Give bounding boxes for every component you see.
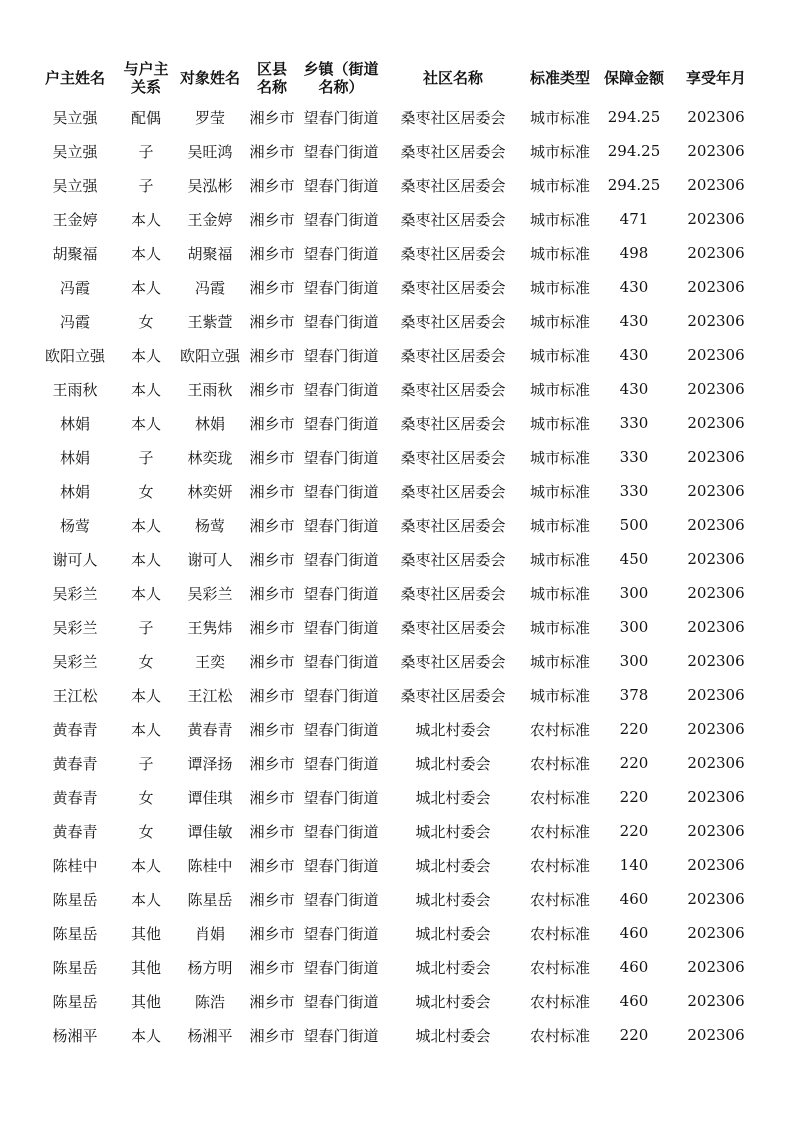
cell-relation: 本人 xyxy=(130,720,161,739)
cell-town: 望春门街道 xyxy=(303,482,379,501)
cell-period: 202306 xyxy=(687,142,745,160)
cell-community: 桑枣社区居委会 xyxy=(400,210,506,229)
cell-relation: 其他 xyxy=(130,924,161,943)
cell-county: 湘乡市 xyxy=(249,108,295,127)
cell-town: 望春门街道 xyxy=(303,1026,379,1045)
table-row xyxy=(32,134,762,168)
cell-town: 望春门街道 xyxy=(303,550,379,569)
cell-town: 望春门街道 xyxy=(303,278,379,297)
cell-relation: 本人 xyxy=(130,890,161,909)
cell-county: 湘乡市 xyxy=(249,346,295,365)
cell-community: 桑枣社区居委会 xyxy=(400,176,506,195)
table-row xyxy=(32,950,762,984)
cell-community: 桑枣社区居委会 xyxy=(400,312,506,331)
cell-county: 湘乡市 xyxy=(249,210,295,229)
cell-standard-type: 城市标准 xyxy=(529,414,590,433)
header-community: 社区名称 xyxy=(422,69,483,87)
cell-recipient-name: 杨方明 xyxy=(187,958,233,977)
cell-town: 望春门街道 xyxy=(303,652,379,671)
cell-county: 湘乡市 xyxy=(249,924,295,943)
cell-relation: 女 xyxy=(138,822,154,841)
cell-relation: 子 xyxy=(138,176,154,195)
cell-community: 城北村委会 xyxy=(415,822,491,841)
table-row xyxy=(32,100,762,134)
cell-relation: 子 xyxy=(138,142,154,161)
cell-relation: 配偶 xyxy=(130,108,161,127)
cell-period: 202306 xyxy=(687,210,745,228)
cell-town: 望春门街道 xyxy=(303,890,379,909)
cell-householder-name: 吴彩兰 xyxy=(52,584,98,603)
cell-relation: 子 xyxy=(138,448,154,467)
cell-householder-name: 林娟 xyxy=(59,448,90,467)
cell-period: 202306 xyxy=(687,1026,745,1044)
cell-town: 望春门街道 xyxy=(303,788,379,807)
cell-recipient-name: 吴彩兰 xyxy=(187,584,233,603)
cell-householder-name: 吴立强 xyxy=(52,142,98,161)
cell-relation: 本人 xyxy=(130,516,161,535)
cell-recipient-name: 肖娟 xyxy=(194,924,225,943)
cell-town: 望春门街道 xyxy=(303,720,379,739)
cell-amount: 430 xyxy=(619,278,649,296)
cell-amount: 220 xyxy=(619,1026,649,1044)
table-row xyxy=(32,576,762,610)
table-row xyxy=(32,270,762,304)
cell-town: 望春门街道 xyxy=(303,822,379,841)
cell-community: 城北村委会 xyxy=(415,890,491,909)
cell-county: 湘乡市 xyxy=(249,992,295,1011)
cell-standard-type: 城市标准 xyxy=(529,618,590,637)
cell-householder-name: 吴立强 xyxy=(52,108,98,127)
cell-period: 202306 xyxy=(687,550,745,568)
cell-householder-name: 冯霞 xyxy=(59,278,90,297)
cell-householder-name: 林娟 xyxy=(59,414,90,433)
table-row xyxy=(32,168,762,202)
table-row xyxy=(32,440,762,474)
cell-community: 桑枣社区居委会 xyxy=(400,652,506,671)
cell-town: 望春门街道 xyxy=(303,856,379,875)
cell-recipient-name: 谭佳敏 xyxy=(187,822,233,841)
table-row xyxy=(32,678,762,712)
cell-standard-type: 城市标准 xyxy=(529,380,590,399)
cell-community: 桑枣社区居委会 xyxy=(400,584,506,603)
cell-householder-name: 黄春青 xyxy=(52,754,98,773)
cell-relation: 本人 xyxy=(130,1026,161,1045)
cell-householder-name: 陈星岳 xyxy=(52,924,98,943)
cell-amount: 460 xyxy=(619,992,649,1010)
cell-county: 湘乡市 xyxy=(249,720,295,739)
cell-standard-type: 农村标准 xyxy=(529,1026,590,1045)
cell-period: 202306 xyxy=(687,584,745,602)
cell-period: 202306 xyxy=(687,856,745,874)
cell-standard-type: 城市标准 xyxy=(529,176,590,195)
cell-town: 望春门街道 xyxy=(303,686,379,705)
cell-county: 湘乡市 xyxy=(249,414,295,433)
cell-standard-type: 农村标准 xyxy=(529,890,590,909)
cell-recipient-name: 陈桂中 xyxy=(187,856,233,875)
cell-period: 202306 xyxy=(687,924,745,942)
cell-recipient-name: 陈浩 xyxy=(194,992,225,1011)
cell-amount: 330 xyxy=(619,482,649,500)
cell-relation: 本人 xyxy=(130,244,161,263)
cell-standard-type: 城市标准 xyxy=(529,482,590,501)
cell-relation: 本人 xyxy=(130,414,161,433)
cell-community: 桑枣社区居委会 xyxy=(400,278,506,297)
cell-relation: 其他 xyxy=(130,992,161,1011)
cell-householder-name: 吴立强 xyxy=(52,176,98,195)
cell-period: 202306 xyxy=(687,312,745,330)
cell-town: 望春门街道 xyxy=(303,448,379,467)
cell-standard-type: 农村标准 xyxy=(529,720,590,739)
cell-community: 桑枣社区居委会 xyxy=(400,244,506,263)
cell-community: 桑枣社区居委会 xyxy=(400,142,506,161)
cell-county: 湘乡市 xyxy=(249,516,295,535)
cell-recipient-name: 王紫萱 xyxy=(187,312,233,331)
table-row xyxy=(32,304,762,338)
cell-standard-type: 农村标准 xyxy=(529,992,590,1011)
cell-standard-type: 城市标准 xyxy=(529,686,590,705)
cell-community: 桑枣社区居委会 xyxy=(400,448,506,467)
cell-recipient-name: 杨湘平 xyxy=(187,1026,233,1045)
cell-standard-type: 农村标准 xyxy=(529,958,590,977)
cell-period: 202306 xyxy=(687,754,745,772)
cell-community: 城北村委会 xyxy=(415,992,491,1011)
cell-county: 湘乡市 xyxy=(249,448,295,467)
table-row xyxy=(32,644,762,678)
cell-standard-type: 城市标准 xyxy=(529,550,590,569)
header-relation: 与户主 关系 xyxy=(123,60,169,96)
cell-relation: 女 xyxy=(138,482,154,501)
cell-householder-name: 黄春青 xyxy=(52,822,98,841)
cell-community: 城北村委会 xyxy=(415,1026,491,1045)
cell-relation: 本人 xyxy=(130,584,161,603)
table-row xyxy=(32,610,762,644)
cell-amount: 220 xyxy=(619,754,649,772)
table-row xyxy=(32,202,762,236)
cell-community: 城北村委会 xyxy=(415,924,491,943)
header-householder-name: 户主姓名 xyxy=(44,69,105,87)
cell-relation: 本人 xyxy=(130,278,161,297)
cell-community: 城北村委会 xyxy=(415,788,491,807)
cell-town: 望春门街道 xyxy=(303,210,379,229)
cell-community: 城北村委会 xyxy=(415,856,491,875)
cell-amount: 220 xyxy=(619,720,649,738)
cell-county: 湘乡市 xyxy=(249,686,295,705)
cell-period: 202306 xyxy=(687,346,745,364)
table-row xyxy=(32,984,762,1018)
cell-relation: 本人 xyxy=(130,856,161,875)
table-row xyxy=(32,474,762,508)
header-recipient-name: 对象姓名 xyxy=(179,69,240,87)
cell-amount: 330 xyxy=(619,414,649,432)
cell-recipient-name: 王隽炜 xyxy=(187,618,233,637)
cell-amount: 471 xyxy=(619,210,649,228)
cell-recipient-name: 谢可人 xyxy=(187,550,233,569)
cell-period: 202306 xyxy=(687,516,745,534)
cell-standard-type: 农村标准 xyxy=(529,856,590,875)
cell-town: 望春门街道 xyxy=(303,992,379,1011)
cell-county: 湘乡市 xyxy=(249,856,295,875)
cell-county: 湘乡市 xyxy=(249,550,295,569)
cell-community: 城北村委会 xyxy=(415,958,491,977)
cell-relation: 女 xyxy=(138,652,154,671)
cell-period: 202306 xyxy=(687,176,745,194)
cell-county: 湘乡市 xyxy=(249,890,295,909)
cell-county: 湘乡市 xyxy=(249,176,295,195)
cell-town: 望春门街道 xyxy=(303,414,379,433)
header-town: 乡镇（街道 名称） xyxy=(303,60,379,96)
cell-relation: 女 xyxy=(138,312,154,331)
cell-amount: 294.25 xyxy=(607,176,661,194)
table-body xyxy=(32,100,762,1052)
cell-amount: 430 xyxy=(619,346,649,364)
cell-county: 湘乡市 xyxy=(249,380,295,399)
cell-amount: 294.25 xyxy=(607,142,661,160)
header-amount: 保障金额 xyxy=(603,69,664,87)
cell-community: 桑枣社区居委会 xyxy=(400,346,506,365)
cell-householder-name: 陈星岳 xyxy=(52,890,98,909)
cell-recipient-name: 吴泓彬 xyxy=(187,176,233,195)
cell-recipient-name: 王江松 xyxy=(187,686,233,705)
table-row xyxy=(32,372,762,406)
cell-standard-type: 农村标准 xyxy=(529,754,590,773)
cell-recipient-name: 欧阳立强 xyxy=(179,346,240,365)
cell-amount: 300 xyxy=(619,652,649,670)
cell-householder-name: 欧阳立强 xyxy=(44,346,105,365)
table-row xyxy=(32,338,762,372)
assistance-table xyxy=(32,56,762,1052)
cell-town: 望春门街道 xyxy=(303,516,379,535)
header-period: 享受年月 xyxy=(685,69,746,87)
table-header-row xyxy=(32,56,762,100)
cell-recipient-name: 谭泽扬 xyxy=(187,754,233,773)
cell-town: 望春门街道 xyxy=(303,584,379,603)
cell-county: 湘乡市 xyxy=(249,618,295,637)
cell-community: 城北村委会 xyxy=(415,754,491,773)
cell-period: 202306 xyxy=(687,958,745,976)
cell-county: 湘乡市 xyxy=(249,822,295,841)
cell-relation: 子 xyxy=(138,618,154,637)
cell-town: 望春门街道 xyxy=(303,380,379,399)
cell-amount: 294.25 xyxy=(607,108,661,126)
cell-recipient-name: 王奕 xyxy=(194,652,225,671)
cell-county: 湘乡市 xyxy=(249,584,295,603)
cell-relation: 本人 xyxy=(130,686,161,705)
cell-householder-name: 王金婷 xyxy=(52,210,98,229)
cell-recipient-name: 林奕妍 xyxy=(187,482,233,501)
cell-period: 202306 xyxy=(687,278,745,296)
cell-recipient-name: 林奕珑 xyxy=(187,448,233,467)
cell-standard-type: 城市标准 xyxy=(529,108,590,127)
cell-community: 桑枣社区居委会 xyxy=(400,414,506,433)
cell-householder-name: 林娟 xyxy=(59,482,90,501)
cell-community: 城北村委会 xyxy=(415,720,491,739)
header-county: 区县 名称 xyxy=(256,60,287,96)
cell-period: 202306 xyxy=(687,788,745,806)
cell-amount: 500 xyxy=(619,516,649,534)
cell-standard-type: 城市标准 xyxy=(529,346,590,365)
table-row xyxy=(32,780,762,814)
cell-standard-type: 城市标准 xyxy=(529,516,590,535)
cell-county: 湘乡市 xyxy=(249,754,295,773)
table-row xyxy=(32,508,762,542)
cell-county: 湘乡市 xyxy=(249,312,295,331)
cell-amount: 220 xyxy=(619,822,649,840)
cell-householder-name: 吴彩兰 xyxy=(52,618,98,637)
cell-relation: 本人 xyxy=(130,210,161,229)
cell-householder-name: 黄春青 xyxy=(52,720,98,739)
cell-town: 望春门街道 xyxy=(303,346,379,365)
table-row xyxy=(32,746,762,780)
cell-county: 湘乡市 xyxy=(249,788,295,807)
cell-county: 湘乡市 xyxy=(249,142,295,161)
table-row xyxy=(32,236,762,270)
cell-recipient-name: 杨莺 xyxy=(194,516,225,535)
cell-amount: 300 xyxy=(619,584,649,602)
cell-town: 望春门街道 xyxy=(303,176,379,195)
cell-amount: 460 xyxy=(619,924,649,942)
cell-standard-type: 农村标准 xyxy=(529,822,590,841)
cell-amount: 460 xyxy=(619,958,649,976)
table-row xyxy=(32,814,762,848)
cell-community: 桑枣社区居委会 xyxy=(400,482,506,501)
cell-standard-type: 城市标准 xyxy=(529,312,590,331)
cell-relation: 女 xyxy=(138,788,154,807)
cell-period: 202306 xyxy=(687,822,745,840)
cell-relation: 本人 xyxy=(130,346,161,365)
cell-householder-name: 冯霞 xyxy=(59,312,90,331)
table-row xyxy=(32,882,762,916)
table-row xyxy=(32,848,762,882)
cell-county: 湘乡市 xyxy=(249,244,295,263)
cell-amount: 220 xyxy=(619,788,649,806)
cell-amount: 330 xyxy=(619,448,649,466)
cell-standard-type: 城市标准 xyxy=(529,448,590,467)
cell-recipient-name: 王金婷 xyxy=(187,210,233,229)
cell-relation: 其他 xyxy=(130,958,161,977)
cell-standard-type: 城市标准 xyxy=(529,652,590,671)
cell-town: 望春门街道 xyxy=(303,244,379,263)
cell-householder-name: 陈桂中 xyxy=(52,856,98,875)
cell-period: 202306 xyxy=(687,890,745,908)
cell-relation: 本人 xyxy=(130,380,161,399)
cell-period: 202306 xyxy=(687,244,745,262)
cell-householder-name: 黄春青 xyxy=(52,788,98,807)
cell-householder-name: 杨湘平 xyxy=(52,1026,98,1045)
cell-period: 202306 xyxy=(687,992,745,1010)
cell-recipient-name: 吴旺鸿 xyxy=(187,142,233,161)
table-row xyxy=(32,712,762,746)
cell-amount: 140 xyxy=(619,856,649,874)
cell-amount: 460 xyxy=(619,890,649,908)
cell-community: 桑枣社区居委会 xyxy=(400,108,506,127)
cell-period: 202306 xyxy=(687,414,745,432)
cell-county: 湘乡市 xyxy=(249,652,295,671)
cell-standard-type: 城市标准 xyxy=(529,142,590,161)
cell-town: 望春门街道 xyxy=(303,108,379,127)
cell-town: 望春门街道 xyxy=(303,924,379,943)
cell-county: 湘乡市 xyxy=(249,1026,295,1045)
cell-recipient-name: 冯霞 xyxy=(194,278,225,297)
header-standard-type: 标准类型 xyxy=(529,69,590,87)
cell-amount: 378 xyxy=(619,686,649,704)
cell-standard-type: 城市标准 xyxy=(529,584,590,603)
cell-town: 望春门街道 xyxy=(303,958,379,977)
cell-community: 桑枣社区居委会 xyxy=(400,380,506,399)
cell-period: 202306 xyxy=(687,482,745,500)
table-row xyxy=(32,406,762,440)
cell-householder-name: 王雨秋 xyxy=(52,380,98,399)
cell-standard-type: 城市标准 xyxy=(529,244,590,263)
cell-town: 望春门街道 xyxy=(303,618,379,637)
table-row xyxy=(32,542,762,576)
cell-period: 202306 xyxy=(687,108,745,126)
cell-householder-name: 杨莺 xyxy=(59,516,90,535)
cell-recipient-name: 罗莹 xyxy=(194,108,225,127)
table-row xyxy=(32,916,762,950)
cell-town: 望春门街道 xyxy=(303,754,379,773)
cell-householder-name: 胡聚福 xyxy=(52,244,98,263)
cell-householder-name: 吴彩兰 xyxy=(52,652,98,671)
cell-standard-type: 农村标准 xyxy=(529,924,590,943)
cell-community: 桑枣社区居委会 xyxy=(400,550,506,569)
cell-community: 桑枣社区居委会 xyxy=(400,618,506,637)
cell-householder-name: 谢可人 xyxy=(52,550,98,569)
cell-recipient-name: 林娟 xyxy=(194,414,225,433)
cell-amount: 300 xyxy=(619,618,649,636)
cell-recipient-name: 谭佳琪 xyxy=(187,788,233,807)
cell-amount: 430 xyxy=(619,312,649,330)
cell-town: 望春门街道 xyxy=(303,312,379,331)
cell-town: 望春门街道 xyxy=(303,142,379,161)
cell-standard-type: 城市标准 xyxy=(529,278,590,297)
cell-recipient-name: 陈星岳 xyxy=(187,890,233,909)
cell-standard-type: 农村标准 xyxy=(529,788,590,807)
cell-amount: 498 xyxy=(619,244,649,262)
cell-amount: 450 xyxy=(619,550,649,568)
cell-standard-type: 城市标准 xyxy=(529,210,590,229)
cell-amount: 430 xyxy=(619,380,649,398)
cell-period: 202306 xyxy=(687,686,745,704)
cell-county: 湘乡市 xyxy=(249,958,295,977)
cell-householder-name: 陈星岳 xyxy=(52,992,98,1011)
cell-recipient-name: 胡聚福 xyxy=(187,244,233,263)
cell-householder-name: 王江松 xyxy=(52,686,98,705)
cell-county: 湘乡市 xyxy=(249,482,295,501)
cell-householder-name: 陈星岳 xyxy=(52,958,98,977)
cell-recipient-name: 黄春青 xyxy=(187,720,233,739)
cell-recipient-name: 王雨秋 xyxy=(187,380,233,399)
cell-county: 湘乡市 xyxy=(249,278,295,297)
cell-period: 202306 xyxy=(687,448,745,466)
cell-period: 202306 xyxy=(687,618,745,636)
table-row xyxy=(32,1018,762,1052)
cell-period: 202306 xyxy=(687,720,745,738)
cell-period: 202306 xyxy=(687,380,745,398)
cell-community: 桑枣社区居委会 xyxy=(400,516,506,535)
cell-relation: 子 xyxy=(138,754,154,773)
cell-relation: 本人 xyxy=(130,550,161,569)
cell-community: 桑枣社区居委会 xyxy=(400,686,506,705)
cell-period: 202306 xyxy=(687,652,745,670)
